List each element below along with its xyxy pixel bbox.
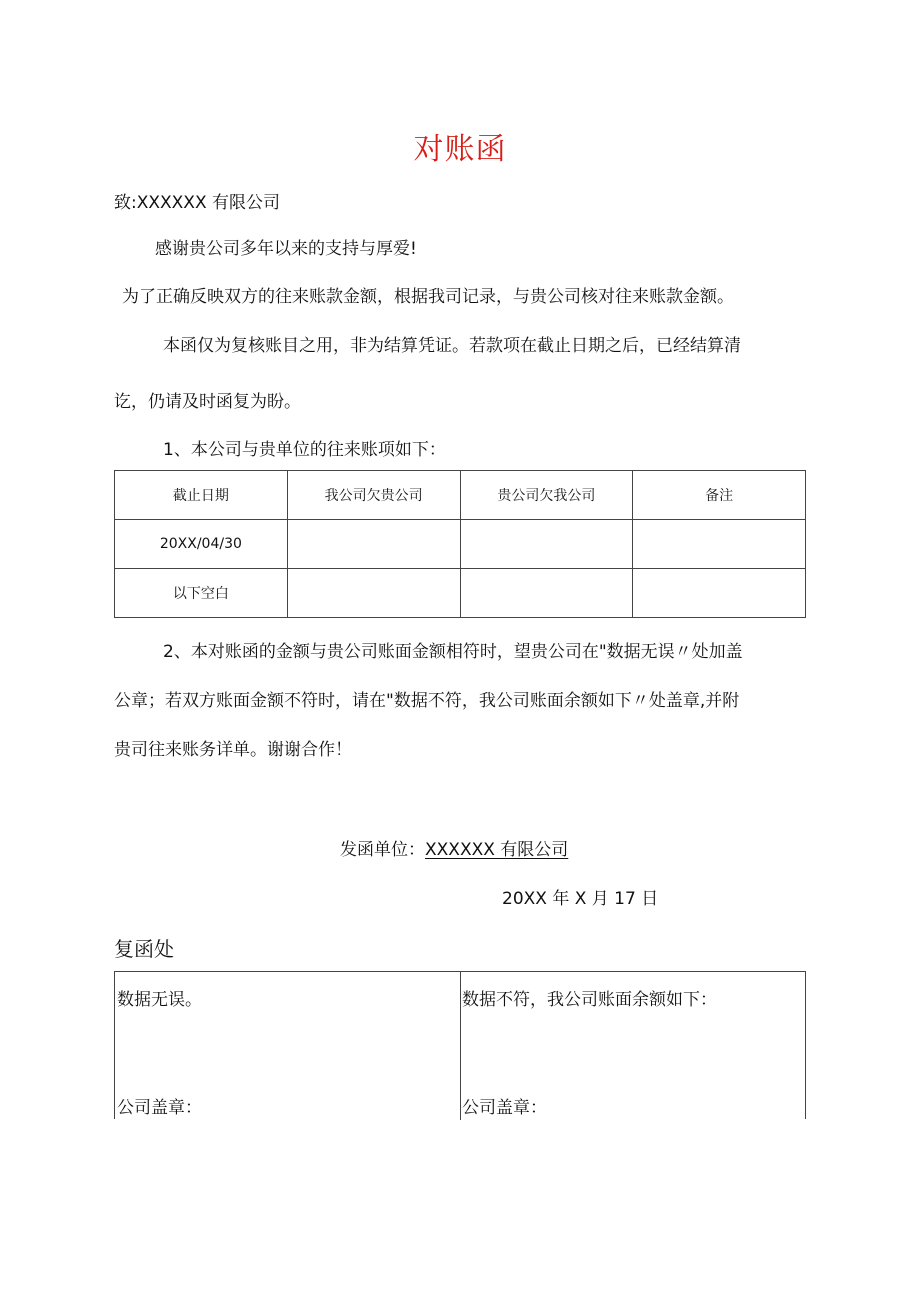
section1-heading: 1、本公司与贵单位的往来账项如下： bbox=[163, 440, 446, 460]
reply-data-correct: 数据无误。 bbox=[117, 990, 202, 1010]
ledger-table bbox=[114, 470, 806, 618]
table-cell-remarks bbox=[633, 520, 806, 569]
section2-line1: 2、本对账函的金额与贵公司账面金额相符时，望贵公司在"数据无误〃处加盖 bbox=[163, 642, 743, 662]
header-cell-we-owe: 我公司欠贵公司 bbox=[287, 471, 460, 520]
table-cell-you-owe bbox=[460, 520, 633, 569]
table-cell-we-owe bbox=[287, 569, 460, 618]
reply-heading: 复函处 bbox=[114, 937, 174, 961]
reply-seal-right: 公司盖章： bbox=[462, 1098, 547, 1118]
reply-seal-left: 公司盖章： bbox=[117, 1098, 202, 1118]
sender-label: 发函单位： bbox=[340, 840, 425, 860]
note-paragraph-line2: 讫，仍请及时函复为盼。 bbox=[114, 392, 301, 412]
reply-box bbox=[114, 971, 806, 1119]
purpose-paragraph: 为了正确反映双方的往来账款金额，根据我司记录，与贵公司核对往来账款金额。 bbox=[122, 287, 734, 307]
section2-line3: 贵司往来账务详单。谢谢合作！ bbox=[114, 740, 352, 760]
sender-line bbox=[340, 838, 568, 862]
section2-line2: 公章；若双方账面金额不符时，请在"数据不符，我公司账面余额如下〃处盖章,并附 bbox=[114, 691, 740, 711]
thanks-paragraph: 感谢贵公司多年以来的支持与厚爱! bbox=[155, 239, 417, 259]
table-cell-you-owe bbox=[460, 569, 633, 618]
header-cell-you-owe: 贵公司欠我公司 bbox=[460, 471, 633, 520]
table-header-row bbox=[115, 471, 806, 520]
reply-divider bbox=[460, 972, 461, 1120]
table-cell-remarks bbox=[633, 569, 806, 618]
sender-date: 20XX 年 X 月 17 日 bbox=[502, 889, 659, 909]
header-cell-cutoff-date: 截止日期 bbox=[115, 471, 288, 520]
recipient-line: 致:XXXXXX 有限公司 bbox=[114, 193, 281, 213]
table-cell-we-owe bbox=[287, 520, 460, 569]
sender-company: XXXXXX 有限公司 bbox=[425, 840, 569, 860]
table-row bbox=[115, 569, 806, 618]
table-row bbox=[115, 520, 806, 569]
note-paragraph-line1: 本函仅为复核账目之用，非为结算凭证。若款项在截止日期之后，已经结算清 bbox=[163, 336, 741, 356]
reply-data-mismatch: 数据不符，我公司账面余额如下： bbox=[462, 990, 717, 1010]
header-cell-remarks: 备注 bbox=[633, 471, 806, 520]
table-cell-date: 以下空白 bbox=[115, 569, 288, 618]
document-title: 对账函 bbox=[413, 132, 507, 167]
table-cell-date: 20XX/04/30 bbox=[115, 520, 288, 569]
